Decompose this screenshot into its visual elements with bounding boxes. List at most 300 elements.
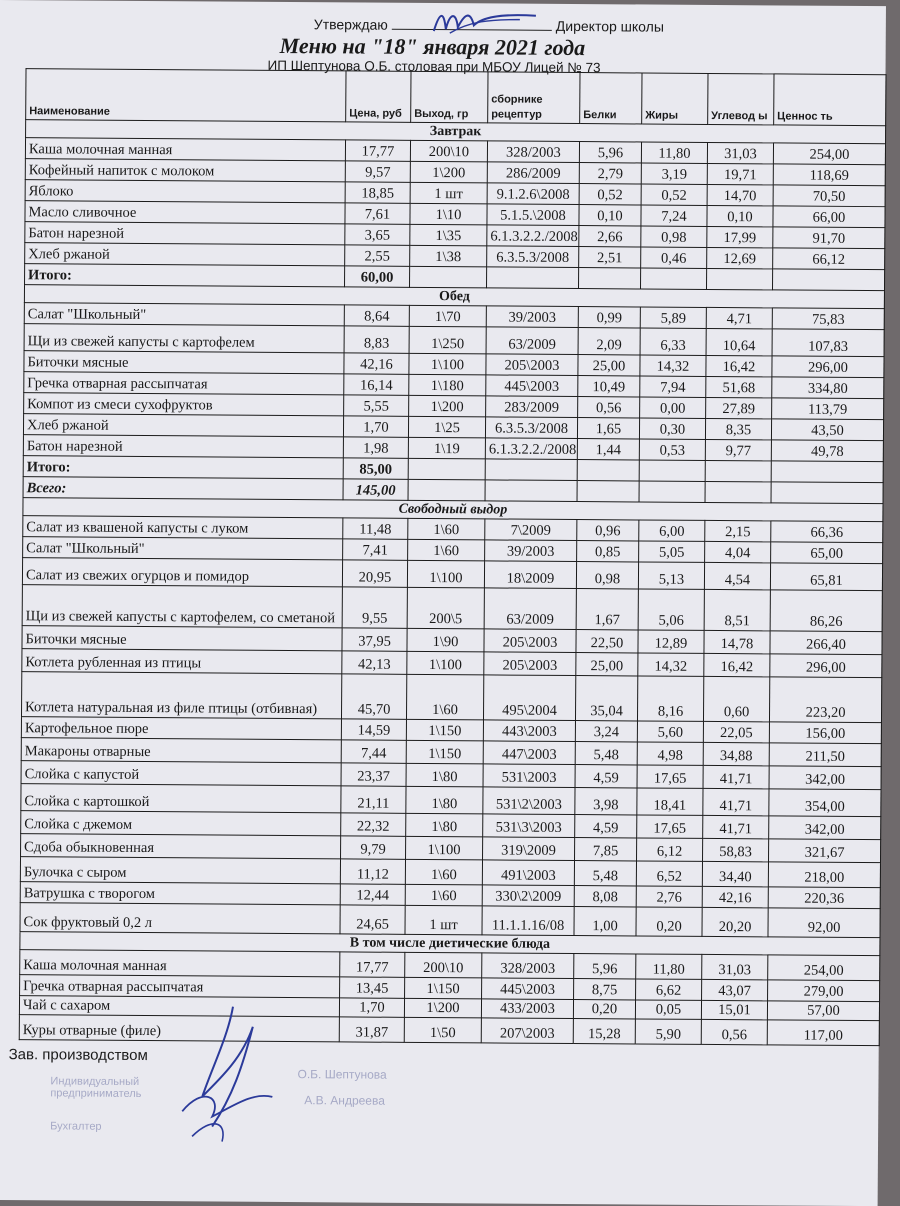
- price-cell: 9,57: [345, 161, 410, 182]
- empty-cell: [772, 269, 884, 291]
- dish-name-cell: Биточки мясные: [24, 351, 344, 374]
- empty-cell: [410, 266, 487, 288]
- protein-cell: 5,96: [579, 142, 641, 163]
- dish-name-cell: Батон нарезной: [25, 222, 345, 245]
- table-row: [21, 672, 881, 723]
- fat-cell: 0,00: [640, 397, 706, 418]
- total-label: Всего:: [23, 477, 343, 500]
- protein-cell: 0,85: [577, 541, 639, 562]
- empty-cell: [771, 461, 883, 483]
- price-cell: 14,59: [341, 719, 406, 740]
- header-row: [26, 69, 886, 126]
- col-energy: Ценнос ть: [774, 74, 886, 126]
- dish-name-cell: Каша молочная манная: [25, 138, 345, 161]
- energy-cell: 57,00: [767, 1001, 879, 1021]
- recipe-cell: 319\2009: [483, 837, 575, 861]
- yield-cell: 200\10: [410, 140, 487, 162]
- fat-cell: 5,05: [639, 541, 705, 562]
- energy-cell: 65,81: [770, 563, 882, 591]
- empty-cell: [577, 481, 639, 502]
- dish-name-cell: Сок фруктовый 0,2 л: [20, 903, 340, 934]
- director-signature: [430, 7, 540, 36]
- fat-cell: 7,94: [640, 376, 706, 397]
- page-subtitle: ИП Шептунова О.Б. столовая при МБОУ Лицей № 73: [267, 57, 601, 76]
- energy-cell: 92,00: [768, 908, 880, 938]
- dish-name-cell: Слойка с джемом: [21, 811, 341, 836]
- empty-cell: [408, 458, 485, 480]
- carbs-cell: 34,88: [703, 742, 769, 765]
- price-cell: 42,16: [344, 353, 409, 374]
- fat-cell: 18,41: [637, 788, 703, 815]
- recipe-cell: 11.1.1.16/08: [482, 906, 574, 936]
- dish-name-cell: Чай с сахаром: [19, 996, 339, 1017]
- energy-cell: 266,40: [770, 631, 882, 655]
- yield-cell: 1\80: [406, 763, 483, 787]
- price-cell: 24,65: [340, 905, 405, 934]
- energy-cell: 334,80: [772, 377, 884, 399]
- yield-cell: 1\100: [406, 836, 483, 860]
- empty-cell: [639, 481, 705, 502]
- yield-cell: 1 шт: [410, 182, 487, 204]
- energy-cell: 254,00: [773, 143, 885, 165]
- yield-cell: 1\100: [409, 353, 486, 375]
- carbs-cell: 41,71: [703, 765, 769, 788]
- col-carbs: Углевод ы: [708, 73, 774, 124]
- signer-name-1: О.Б. Шептунова: [297, 1067, 387, 1082]
- fat-cell: 17,65: [637, 765, 703, 788]
- energy-cell: 342,00: [769, 816, 881, 840]
- protein-cell: 1,44: [577, 439, 639, 460]
- protein-cell: 2,79: [579, 163, 641, 184]
- price-cell: 8,64: [344, 305, 409, 326]
- yield-cell: 1\38: [410, 245, 487, 267]
- dish-name-cell: Хлеб ржаной: [25, 243, 345, 266]
- dish-name-cell: Гречка отварная рассыпчатая: [24, 372, 344, 395]
- carbs-cell: 51,68: [706, 376, 772, 397]
- yield-cell: 1\200: [410, 161, 487, 183]
- carbs-cell: 0,60: [703, 676, 769, 721]
- dish-name-cell: Котлета рубленная из птицы: [22, 649, 342, 674]
- protein-cell: 2,51: [579, 247, 641, 268]
- price-cell: 9,79: [341, 836, 406, 859]
- stamp-line: [30, 0, 260, 2]
- recipe-cell: 5.1.5.\2008: [487, 204, 579, 226]
- fat-cell: 0,53: [639, 439, 705, 460]
- price-cell: 5,55: [344, 395, 409, 416]
- carbs-cell: 31,03: [702, 954, 768, 979]
- fat-cell: 6,12: [637, 838, 703, 861]
- price-cell: 18,85: [345, 182, 410, 203]
- dish-name-cell: Слойка с картошкой: [21, 784, 341, 813]
- energy-cell: 223,20: [769, 677, 881, 723]
- fat-cell: 3,19: [641, 163, 707, 184]
- recipe-cell: 7\2009: [485, 519, 577, 541]
- protein-cell: 0,20: [573, 1000, 635, 1019]
- price-cell: 1,70: [343, 416, 408, 437]
- section-title: Завтрак: [26, 120, 886, 144]
- carbs-cell: 20,20: [702, 907, 768, 936]
- empty-cell: [485, 459, 577, 481]
- empty-cell: [640, 268, 706, 289]
- recipe-cell: 330\2\2009: [482, 885, 574, 907]
- fat-cell: 5,89: [640, 307, 706, 328]
- menu-table: [19, 68, 887, 1046]
- energy-cell: 65,00: [771, 542, 883, 564]
- energy-cell: 354,00: [769, 789, 881, 817]
- yield-cell: 200\5: [407, 587, 484, 629]
- section-title: В том числе диетические блюда: [20, 932, 880, 956]
- energy-cell: 296,00: [772, 356, 884, 378]
- protein-cell: 4,59: [575, 765, 637, 788]
- carbs-cell: 14,70: [707, 184, 773, 205]
- dish-name-cell: Яблоко: [25, 180, 345, 203]
- stamp-line: [30, 0, 260, 2]
- recipe-cell: 205\2003: [484, 629, 576, 653]
- corner-stamp: [30, 0, 260, 72]
- col-fat: Жиры: [642, 73, 708, 124]
- empty-cell: [408, 479, 485, 501]
- empty-cell: [706, 268, 772, 289]
- carbs-cell: 22,05: [703, 721, 769, 742]
- dish-name-cell: Биточки мясные: [22, 626, 342, 651]
- approve-label: Утверждаю: [313, 16, 388, 33]
- price-cell: 13,45: [340, 977, 405, 998]
- yield-cell: 1\150: [405, 977, 482, 999]
- fat-cell: 0,20: [636, 907, 702, 936]
- recipe-cell: 9.1.2.6\2008: [487, 183, 579, 205]
- col-name: Наименование: [26, 69, 346, 122]
- production-label: Зав. производством: [8, 1046, 148, 1065]
- carbs-cell: 16,42: [706, 355, 772, 376]
- recipe-cell: 283/2009: [486, 396, 578, 418]
- protein-cell: 4,59: [575, 815, 637, 838]
- protein-cell: 0,98: [576, 562, 638, 589]
- yield-cell: 1\60: [408, 539, 485, 561]
- empty-cell: [771, 482, 883, 504]
- recipe-cell: 6.3.5.3/2008: [487, 246, 579, 268]
- price-cell: 45,70: [341, 674, 406, 719]
- price-cell: 16,14: [344, 374, 409, 395]
- yield-cell: 1\180: [409, 374, 486, 396]
- price-cell: 8,83: [344, 326, 409, 353]
- col-yield: Выход, гр: [411, 71, 488, 123]
- price-cell: 2,55: [345, 245, 410, 266]
- price-cell: 21,11: [341, 786, 406, 813]
- recipe-cell: 443\2003: [483, 720, 575, 742]
- stamp-line: [30, 0, 260, 2]
- energy-cell: 75,83: [772, 308, 884, 330]
- dish-name-cell: Салат "Школьный": [23, 537, 343, 560]
- yield-cell: 1\100: [407, 560, 484, 588]
- carbs-cell: 10,64: [706, 328, 772, 355]
- carbs-cell: 9,77: [705, 439, 771, 460]
- recipe-cell: 18\2009: [484, 561, 576, 589]
- carbs-cell: 34,40: [702, 861, 768, 886]
- energy-cell: 70,50: [773, 185, 885, 207]
- recipe-cell: 286/2009: [487, 162, 579, 184]
- price-cell: 11,12: [340, 859, 405, 884]
- energy-cell: 86,26: [770, 590, 882, 632]
- protein-cell: 8,75: [574, 979, 636, 1000]
- recipe-cell: 328/2003: [482, 953, 574, 979]
- energy-cell: 66,36: [771, 521, 883, 543]
- fat-cell: 0,52: [641, 184, 707, 205]
- carbs-cell: 41,71: [703, 788, 769, 815]
- protein-cell: 2,66: [579, 226, 641, 247]
- protein-cell: 22,50: [576, 630, 638, 653]
- stamp-line: [30, 0, 260, 2]
- energy-cell: 43,50: [771, 419, 883, 441]
- dish-name-cell: Щи из свежей капусты с картофелем: [24, 324, 344, 353]
- carbs-cell: 58,83: [703, 838, 769, 861]
- fat-cell: 11,80: [641, 142, 707, 163]
- carbs-cell: 17,99: [707, 226, 773, 247]
- recipe-cell: 447\2003: [483, 741, 575, 765]
- yield-cell: 1\10: [410, 203, 487, 225]
- price-cell: 37,95: [342, 628, 407, 651]
- dish-name-cell: Картофельное пюре: [21, 717, 341, 740]
- empty-cell: [578, 268, 640, 289]
- protein-cell: 1,00: [574, 907, 636, 936]
- recipe-cell: 531\2\2003: [483, 787, 575, 815]
- price-cell: 1,98: [343, 437, 408, 458]
- dish-name-cell: Салат из свежих огурцов и помидор: [22, 558, 342, 587]
- recipe-cell: 63/2009: [484, 588, 576, 630]
- price-cell: 9,55: [342, 587, 407, 628]
- carbs-cell: 2,15: [705, 520, 771, 541]
- empty-cell: [705, 481, 771, 502]
- carbs-cell: 8,35: [705, 418, 771, 439]
- yield-cell: 1\200: [404, 998, 481, 1018]
- protein-cell: 1,65: [577, 418, 639, 439]
- fat-cell: 0,30: [639, 418, 705, 439]
- dish-name-cell: Кофейный напиток с молоком: [25, 159, 345, 182]
- protein-cell: 0,99: [578, 307, 640, 328]
- carbs-cell: 27,89: [706, 397, 772, 418]
- price-cell: 7,44: [341, 740, 406, 763]
- yield-cell: 1\90: [407, 628, 484, 652]
- protein-cell: 25,00: [578, 355, 640, 376]
- carbs-cell: 4,04: [705, 541, 771, 562]
- director-label: Директор школы: [555, 17, 664, 35]
- price-cell: 42,13: [342, 651, 407, 674]
- recipe-cell: 433/2003: [481, 999, 573, 1019]
- total-price: 85,00: [343, 458, 408, 479]
- protein-cell: 1,67: [576, 589, 638, 630]
- protein-cell: 8,08: [574, 886, 636, 907]
- price-cell: 7,41: [343, 539, 408, 560]
- fat-cell: 6,62: [636, 979, 702, 1000]
- section-title: Обед: [24, 285, 884, 309]
- carbs-cell: 43,07: [702, 979, 768, 1000]
- dish-name-cell: Котлета натуральная из филе птицы (отбивная): [21, 672, 341, 719]
- recipe-cell: 6.1.3.2.2./2008: [487, 225, 579, 247]
- carbs-cell: 0,10: [707, 205, 773, 226]
- energy-cell: 254,00: [768, 955, 880, 981]
- protein-cell: 35,04: [575, 676, 637, 721]
- carbs-cell: 0,56: [701, 1019, 767, 1044]
- empty-cell: [705, 460, 771, 481]
- carbs-cell: 41,71: [703, 815, 769, 838]
- price-cell: 1,70: [339, 998, 404, 1017]
- price-cell: 17,77: [345, 140, 410, 161]
- recipe-cell: 445\2003: [482, 978, 574, 1000]
- yield-cell: 1\150: [406, 740, 483, 764]
- carbs-cell: 31,03: [707, 142, 773, 163]
- carbs-cell: 4,54: [704, 562, 770, 589]
- table-row: [19, 1015, 879, 1046]
- fat-cell: 0,46: [641, 247, 707, 268]
- protein-cell: 10,49: [578, 376, 640, 397]
- fat-cell: 17,65: [637, 815, 703, 838]
- energy-cell: 279,00: [768, 980, 880, 1002]
- recipe-cell: 328/2003: [487, 141, 579, 163]
- recipe-cell: 205\2003: [486, 354, 578, 376]
- recipe-cell: 6.3.5.3/2008: [485, 417, 577, 439]
- empty-cell: [485, 480, 577, 502]
- recipe-cell: 39/2003: [486, 306, 578, 328]
- price-cell: 12,44: [340, 884, 405, 905]
- fat-cell: 7,24: [641, 205, 707, 226]
- fat-cell: 14,32: [638, 653, 704, 676]
- dish-name-cell: Ватрушка с творогом: [20, 882, 340, 905]
- dish-name-cell: Куры отварные (филе): [19, 1015, 339, 1042]
- yield-cell: 200\10: [405, 952, 482, 978]
- dish-name-cell: Масло сливочное: [25, 201, 345, 224]
- page-title: Меню на "18" января 2021 года: [279, 32, 586, 61]
- carbs-cell: 42,16: [702, 886, 768, 907]
- yield-cell: 1\50: [404, 1017, 481, 1043]
- fat-cell: 14,32: [640, 355, 706, 376]
- signer-name-2: А.В. Андреева: [304, 1093, 385, 1108]
- protein-cell: 3,24: [575, 721, 637, 742]
- dish-name-cell: Хлеб ржаной: [23, 414, 343, 437]
- price-cell: 23,37: [341, 763, 406, 786]
- protein-cell: 3,98: [575, 788, 637, 815]
- yield-cell: 1\250: [409, 326, 486, 354]
- energy-cell: 49,78: [771, 440, 883, 462]
- table-row: [22, 585, 882, 632]
- protein-cell: 2,09: [578, 328, 640, 355]
- yield-cell: 1 шт: [405, 905, 482, 935]
- fat-cell: 11,80: [636, 954, 702, 979]
- recipe-cell: 39/2003: [485, 540, 577, 562]
- col-protein: Белки: [580, 73, 642, 124]
- fat-cell: 8,16: [637, 676, 703, 721]
- empty-cell: [577, 460, 639, 481]
- handwritten-signature: [172, 996, 293, 1147]
- protein-cell: 25,00: [576, 653, 638, 676]
- recipe-cell: 6.1.3.2.2./2008: [485, 438, 577, 460]
- yield-cell: 1\19: [408, 437, 485, 459]
- dish-name-cell: Батон нарезной: [23, 435, 343, 458]
- fat-cell: 6,33: [640, 328, 706, 355]
- protein-cell: 15,28: [573, 1019, 635, 1044]
- yield-cell: 1\80: [406, 786, 483, 814]
- energy-cell: 156,00: [769, 722, 881, 744]
- recipe-cell: 63/2009: [486, 327, 578, 355]
- total-label: Итого:: [25, 264, 345, 287]
- energy-cell: 118,69: [773, 164, 885, 186]
- col-recipe: сборнике рецептур: [488, 72, 580, 124]
- carbs-cell: 12,69: [707, 247, 773, 268]
- recipe-cell: 495\2004: [483, 675, 575, 721]
- recipe-cell: 531\2003: [483, 764, 575, 788]
- dish-name-cell: Салат из квашеной капусты с луком: [23, 516, 343, 539]
- energy-cell: 107,83: [772, 329, 884, 357]
- total-price: 60,00: [345, 266, 410, 287]
- carbs-cell: 16,42: [704, 653, 770, 676]
- recipe-cell: 205\2003: [484, 652, 576, 676]
- dish-name-cell: Гречка отварная рассыпчатая: [20, 975, 340, 998]
- carbs-cell: 14,78: [704, 630, 770, 653]
- carbs-cell: 15,01: [701, 1000, 767, 1019]
- recipe-cell: 207\2003: [481, 1018, 573, 1044]
- energy-cell: 66,00: [773, 206, 885, 228]
- fat-cell: 5,60: [637, 721, 703, 742]
- price-cell: 20,95: [342, 560, 407, 587]
- fat-cell: 0,05: [635, 1000, 701, 1019]
- energy-cell: 113,79: [772, 398, 884, 420]
- yield-cell: 1\150: [406, 719, 483, 741]
- price-cell: 31,87: [339, 1017, 404, 1042]
- yield-cell: 1\60: [408, 518, 485, 540]
- protein-cell: 0,96: [577, 520, 639, 541]
- protein-cell: 7,85: [575, 838, 637, 861]
- energy-cell: 220,36: [768, 887, 880, 909]
- col-price: Цена, руб: [346, 71, 411, 122]
- protein-cell: 0,10: [579, 205, 641, 226]
- energy-cell: 91,70: [773, 227, 885, 249]
- energy-cell: 296,00: [770, 654, 882, 678]
- yield-cell: 1\100: [407, 651, 484, 675]
- dish-name-cell: Сдоба обыкновенная: [21, 834, 341, 859]
- protein-cell: 5,48: [575, 742, 637, 765]
- protein-cell: 5,96: [574, 954, 636, 979]
- fat-cell: 5,90: [635, 1019, 701, 1044]
- dish-name-cell: Салат "Школьный": [24, 303, 344, 326]
- recipe-cell: 531\3\2003: [483, 814, 575, 838]
- fat-cell: 0,98: [641, 226, 707, 247]
- yield-cell: 1\70: [409, 305, 486, 327]
- entrepreneur-stamp: Индивидуальный предприниматель: [50, 1075, 142, 1101]
- stamp-line: [30, 0, 260, 2]
- carbs-cell: 8,51: [704, 589, 770, 630]
- energy-cell: 342,00: [769, 766, 881, 790]
- energy-cell: 117,00: [767, 1020, 879, 1046]
- fat-cell: 12,89: [638, 630, 704, 653]
- yield-cell: 1\60: [405, 859, 482, 885]
- price-cell: 11,48: [343, 518, 408, 539]
- fat-cell: 4,98: [637, 742, 703, 765]
- price-cell: 17,77: [340, 952, 405, 977]
- dish-name-cell: Булочка с сыром: [20, 857, 340, 884]
- carbs-cell: 19,71: [707, 163, 773, 184]
- fat-cell: 5,06: [638, 589, 704, 630]
- price-cell: 22,32: [341, 813, 406, 836]
- price-cell: 3,65: [345, 224, 410, 245]
- total-price: 145,00: [343, 479, 408, 500]
- recipe-cell: 445\2003: [486, 375, 578, 397]
- yield-cell: 1\25: [408, 416, 485, 438]
- yield-cell: 1\60: [406, 674, 483, 720]
- yield-cell: 1\80: [406, 813, 483, 837]
- accountant-stamp: Бухгалтер: [50, 1120, 102, 1133]
- empty-cell: [487, 267, 579, 289]
- protein-cell: 5,48: [574, 861, 636, 886]
- dish-name-cell: Макароны отварные: [21, 738, 341, 763]
- fat-cell: 5,13: [638, 562, 704, 589]
